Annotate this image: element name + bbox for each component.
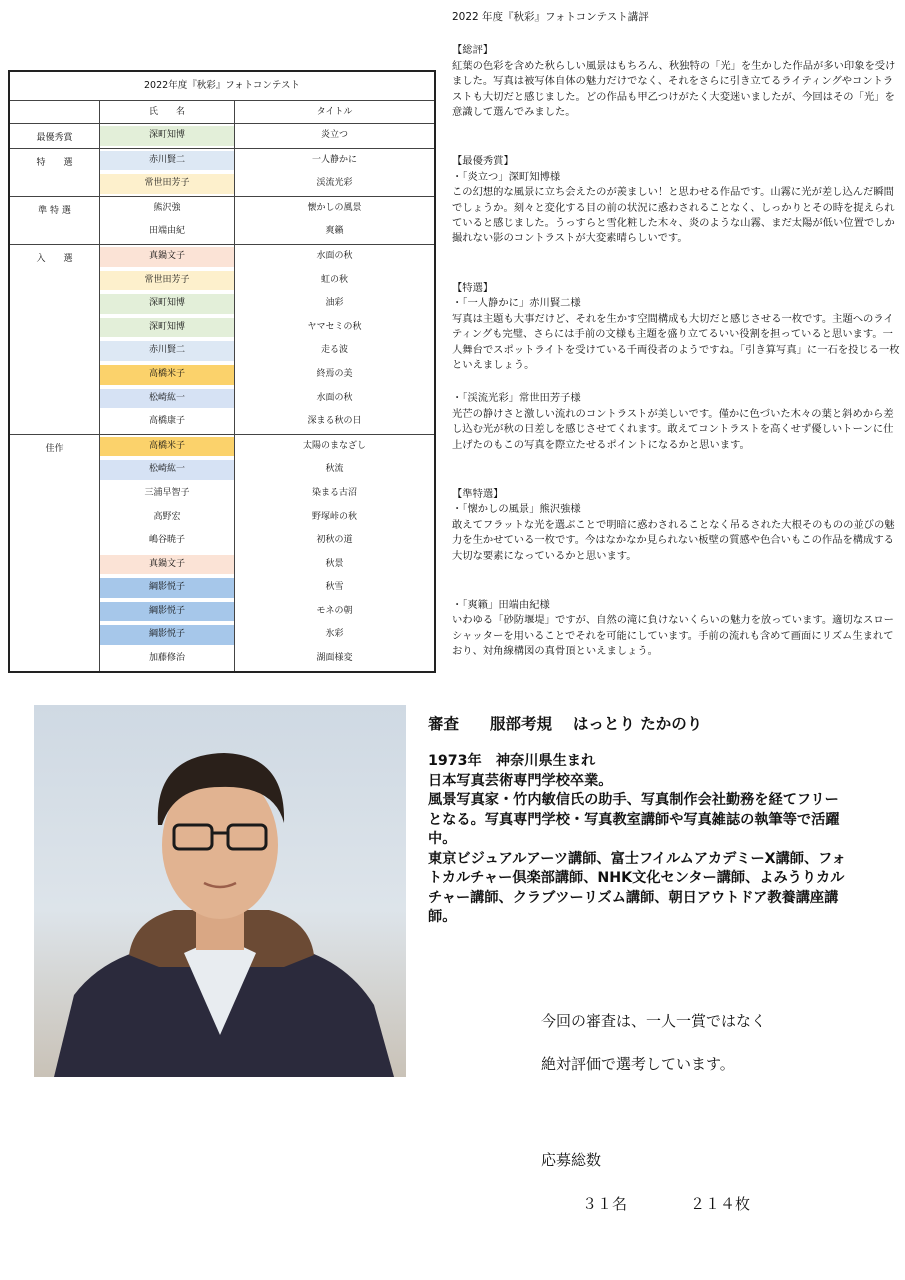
photo-title: 走る波: [320, 345, 348, 356]
entrant-name: 高橋米子: [100, 365, 234, 385]
semi-special-body-1: 敢えてフラットな光を選ぶことで明暗に惑わされることなく吊るされた大根そのものの並びの魅力を生かせている一枚です。今はなかなか見られない板壁の質感や色合いもこの作品を構成する大切な要素になっているかと思います。: [452, 518, 895, 562]
entrant-name: 深町知博: [100, 294, 234, 314]
photo-title: 水面の秋: [316, 392, 353, 403]
award-category: 準 特 選: [10, 197, 100, 244]
judge-bio-career: 風景写真家・竹内敏信氏の助手、写真制作会社勤務を経てフリーとなる。写真専門学校・写真教室講師や写真雑誌の執筆等で活躍中。: [428, 792, 840, 847]
entrant-name: 常世田芳子: [100, 174, 234, 194]
table-row: [100, 647, 434, 671]
note-line-2: 絶対評価で選考しています。: [541, 1055, 735, 1073]
table-row: [100, 435, 434, 459]
table-row: [100, 576, 434, 600]
entrant-name: 松崎紘一: [100, 460, 234, 480]
photo-title: モネの朝: [316, 605, 353, 616]
entrant-name: 加藤修治: [148, 653, 185, 664]
entrant-name: 綱影悦子: [100, 578, 234, 598]
semi-special-body-2: いわゆる「砂防堰堤」ですが、自然の滝に負けないくらいの魅力を放っています。適切なスローシャッターを用いることでそれを可能にしています。手前の流れも含めて画面にリズム生まれており、対角線構図の真骨頂といえましょう。: [452, 614, 894, 658]
photo-title: 油彩: [325, 298, 344, 309]
table-row: [100, 172, 434, 196]
table-row: [100, 529, 434, 553]
photo-title: 染まる古沼: [311, 487, 357, 498]
judge-bio-school: 日本写真芸術専門学校卒業。: [428, 772, 613, 789]
entrant-name: 綱影悦子: [100, 625, 234, 645]
semi-special-item-2: ・「爽籟」田端由紀様: [452, 598, 550, 611]
award-group: [10, 244, 434, 434]
entrant-name: 高橋米子: [100, 437, 234, 457]
judge-heading: 審査 服部考規 はっとり たかのり: [428, 715, 703, 733]
review-title: 2022 年度『秋彩』フォトコンテスト講評: [452, 11, 649, 23]
judge-bio-birth: 1973年 神奈川県生まれ: [428, 753, 596, 769]
header-name: 氏 名: [100, 101, 235, 123]
table-row: [100, 363, 434, 387]
entrant-name: 真鍋文子: [100, 247, 234, 267]
award-category: 佳作: [10, 435, 100, 671]
table-row: [100, 387, 434, 411]
entry-count-label: 応募総数: [541, 1151, 602, 1169]
note-line-1: 今回の審査は、一人一賞ではなく: [541, 1012, 767, 1030]
entrant-name: 赤川賢二: [100, 341, 234, 361]
table-row: [100, 623, 434, 647]
special-body-2: 光芒の静けさと激しい流れのコントラストが美しいです。僅かに色づいた木々の葉と斜めから差し込む光が秋の日差しを感じさせてくれます。敢えてコントラストを高くせず優しいトーンに仕上げたのもこの写真を際立たせるポイントになるかと思います。: [452, 407, 894, 451]
photo-title: 太陽のまなざし: [302, 440, 366, 451]
photo-title: 湖面様変: [316, 653, 353, 664]
table-row: [100, 245, 434, 269]
table-row: [100, 269, 434, 293]
photo-title: 虹の秋: [320, 274, 348, 285]
table-row: [100, 292, 434, 316]
grand-prize-body: この幻想的な風景に立ち会えたのが羨ましい！と思わせる作品です。山霧に光が差し込んだ瞬間でしょうか。刻々と変化する目の前の状況に惑わされることなく、しっかりとその時を捉えられていると感じました。うっすらと雪化粧した木々、炎のような山霧、まだ太陽が低い位置でしか撮れない影のコントラストが大変素晴らしいです。: [452, 186, 895, 245]
table-row: [100, 410, 434, 434]
photo-title: 初秋の道: [316, 535, 353, 546]
table-row: [100, 124, 434, 148]
entrant-name: 田端由紀: [148, 226, 185, 237]
header-category: [10, 101, 100, 123]
general-heading: 【総評】: [452, 44, 494, 57]
entrant-name: 三浦早智子: [144, 487, 190, 498]
table-title: 2022年度『秋彩』フォトコンテスト: [10, 72, 434, 101]
award-category: 最優秀賞: [10, 124, 100, 148]
entrant-name: 真鍋文子: [100, 555, 234, 575]
photo-title: 秋流: [325, 464, 344, 475]
semi-special-heading: 【準特選】: [452, 487, 504, 500]
table-row: [100, 316, 434, 340]
entrant-name: 嶋谷暁子: [148, 535, 185, 546]
table-row: [100, 197, 434, 221]
photo-title: ヤマセミの秋: [307, 321, 362, 332]
special-item-1: ・「一人静かに」赤川賢二様: [452, 297, 581, 310]
entrant-name: 松崎紘一: [100, 389, 234, 409]
grand-prize-heading: 【最優秀賞】: [452, 155, 514, 168]
judge-biography: [428, 752, 848, 928]
grand-prize-item: ・「炎立つ」深町知博様: [452, 170, 561, 183]
photo-title: 終焉の美: [316, 368, 353, 379]
entry-people-count: ３１名: [582, 1195, 628, 1213]
judge-bio-teaching: 東京ビジュアルアーツ講師、富士フイルムアカデミーX講師、フォトカルチャー倶楽部講師、NHK文化センター講師、よみうりカルチャー講師、クラブツーリズム講師、朝日アウトドア教養講座講師。: [428, 850, 846, 925]
table-row: [100, 149, 434, 173]
photo-title: 懐かしの風景: [307, 202, 362, 213]
semi-special-item-1: ・「懐かしの風景」熊沢強様: [452, 503, 581, 516]
photo-title: 渓流光彩: [316, 178, 353, 189]
table-row: [100, 600, 434, 624]
special-body-1: 写真は主題も大事だけど、それを生かす空間構成も大切だと感じさせる一枚です。主題へのライティングも完璧、さらには手前の文様も主題を盛り立てるいい役割を担っていると思います。一人舞台でスポットライトを受けている千両役者のようですね。「引き算写真」に一石を投じる一枚といえましょう。: [452, 312, 900, 371]
award-category: 特 選: [10, 149, 100, 196]
entrant-name: 熊沢強: [153, 202, 181, 213]
photo-title: 爽籟: [325, 226, 344, 237]
special-item-2: ・「渓流光彩」常世田芳子様: [452, 392, 581, 405]
entrant-name: 綱影悦子: [100, 602, 234, 622]
table-header: [10, 101, 434, 124]
photo-title: 炎立つ: [320, 130, 348, 140]
entrant-name: 深町知博: [100, 318, 234, 338]
table-row: [100, 220, 434, 244]
table-row: [100, 506, 434, 530]
header-title: タイトル: [316, 107, 353, 117]
award-group: [10, 434, 434, 671]
entrant-name: 赤川賢二: [100, 151, 234, 171]
photo-title: 一人静かに: [311, 154, 357, 165]
photo-title: 秋雪: [325, 582, 344, 593]
table-body: [10, 124, 434, 671]
award-group: [10, 124, 434, 148]
award-category: 入 選: [10, 245, 100, 434]
special-heading: 【特選】: [452, 281, 494, 294]
entry-photo-count: ２１４枚: [690, 1195, 751, 1213]
judge-portrait-photo: [34, 705, 406, 1077]
table-row: [100, 339, 434, 363]
award-group: [10, 148, 434, 196]
results-table: [8, 70, 436, 673]
entrant-name: 深町知博: [100, 126, 234, 146]
table-row: [100, 458, 434, 482]
entrant-name: 高橋康子: [148, 416, 185, 427]
photo-title: 深まる秋の日: [307, 416, 362, 427]
photo-title: 秋景: [325, 558, 344, 569]
photo-title: 氷彩: [325, 629, 344, 640]
portrait-illustration: [34, 705, 406, 1077]
award-group: [10, 196, 434, 244]
entrant-name: 高野宏: [153, 511, 181, 522]
table-row: [100, 482, 434, 506]
general-body: 紅葉の色彩を含めた秋らしい風景はもちろん、秋独特の「光」を生かした作品が多い印象を受けました。写真は被写体自体の魅力だけでなく、それをさらに引き立てるライティングやコントラストも大切だと感じました。どの作品も甲乙つけがたく大変迷いましたが、今回はその「光」を意識して選んでみました。: [452, 59, 896, 119]
entrant-name: 常世田芳子: [100, 271, 234, 291]
table-row: [100, 553, 434, 577]
photo-title: 水面の秋: [316, 250, 353, 261]
photo-title: 野塚峠の秋: [311, 511, 357, 522]
review-section: [452, 10, 900, 660]
